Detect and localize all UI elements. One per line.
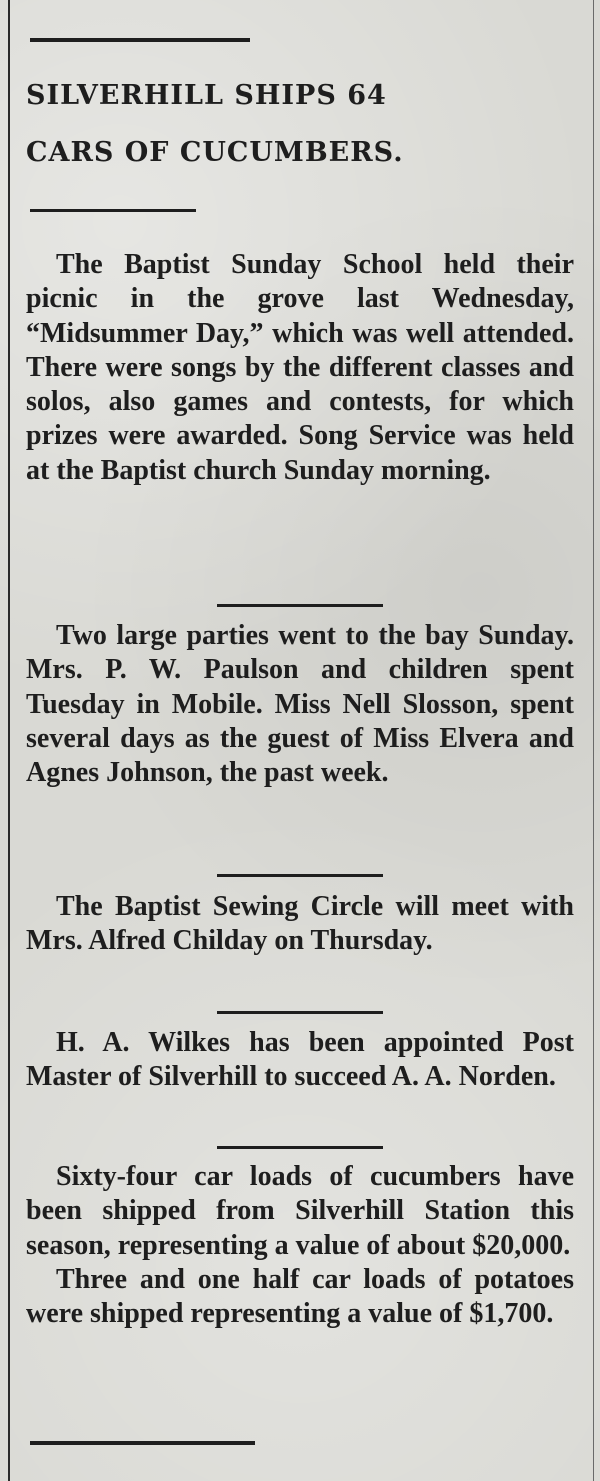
headline-rule xyxy=(30,209,196,212)
paragraph-shipments xyxy=(26,1160,574,1331)
paragraph-text: The Baptist Sunday School held their picnic in the grove last Wednesday, “Midsummer Day,” which was well attended. There were songs by the different classes and solos, also games and contests, for which prizes were awarded. Song Service was held at the Baptist church Sunday morning. xyxy=(26,249,574,486)
section-separator xyxy=(217,874,383,877)
headline-line-1: SILVERHILL SHIPS 64 xyxy=(26,80,387,111)
top-rule xyxy=(30,38,250,42)
bottom-rule xyxy=(30,1441,255,1445)
paragraph-text: The Baptist Sewing Circle will meet with Mrs. Alfred Childay on Thursday. xyxy=(26,891,574,957)
section-separator xyxy=(217,604,383,607)
paragraph-text: Three and one half car loads of potatoes were shipped representing a value of $1,700. xyxy=(26,1263,574,1330)
paragraph-picnic xyxy=(26,248,574,488)
paragraph-text: Two large parties went to the bay Sunday. Mrs. P. W. Paulson and children spent Tuesday in Mobile. Miss Nell Slosson, spent several days as the guest of Miss Elvera and Agnes Johnson, the past week. xyxy=(26,620,574,789)
column-rule-left xyxy=(8,0,10,1481)
paragraph-post-master xyxy=(26,1026,574,1095)
paragraph-text: H. A. Wilkes has been appointed Post Master of Silverhill to succeed A. A. Norden. xyxy=(26,1027,574,1093)
column-rule-right xyxy=(593,0,594,1481)
paragraph-text: Sixty-four car loads of cucumbers have been shipped from Silverhill Station this season, representing a value of about $20,000. xyxy=(26,1161,574,1261)
paragraph-sewing-circle xyxy=(26,890,574,959)
headline-line-2: CARS OF CUCUMBERS. xyxy=(26,137,404,168)
section-separator xyxy=(217,1011,383,1014)
paragraph-parties xyxy=(26,619,574,790)
section-separator xyxy=(217,1146,383,1149)
